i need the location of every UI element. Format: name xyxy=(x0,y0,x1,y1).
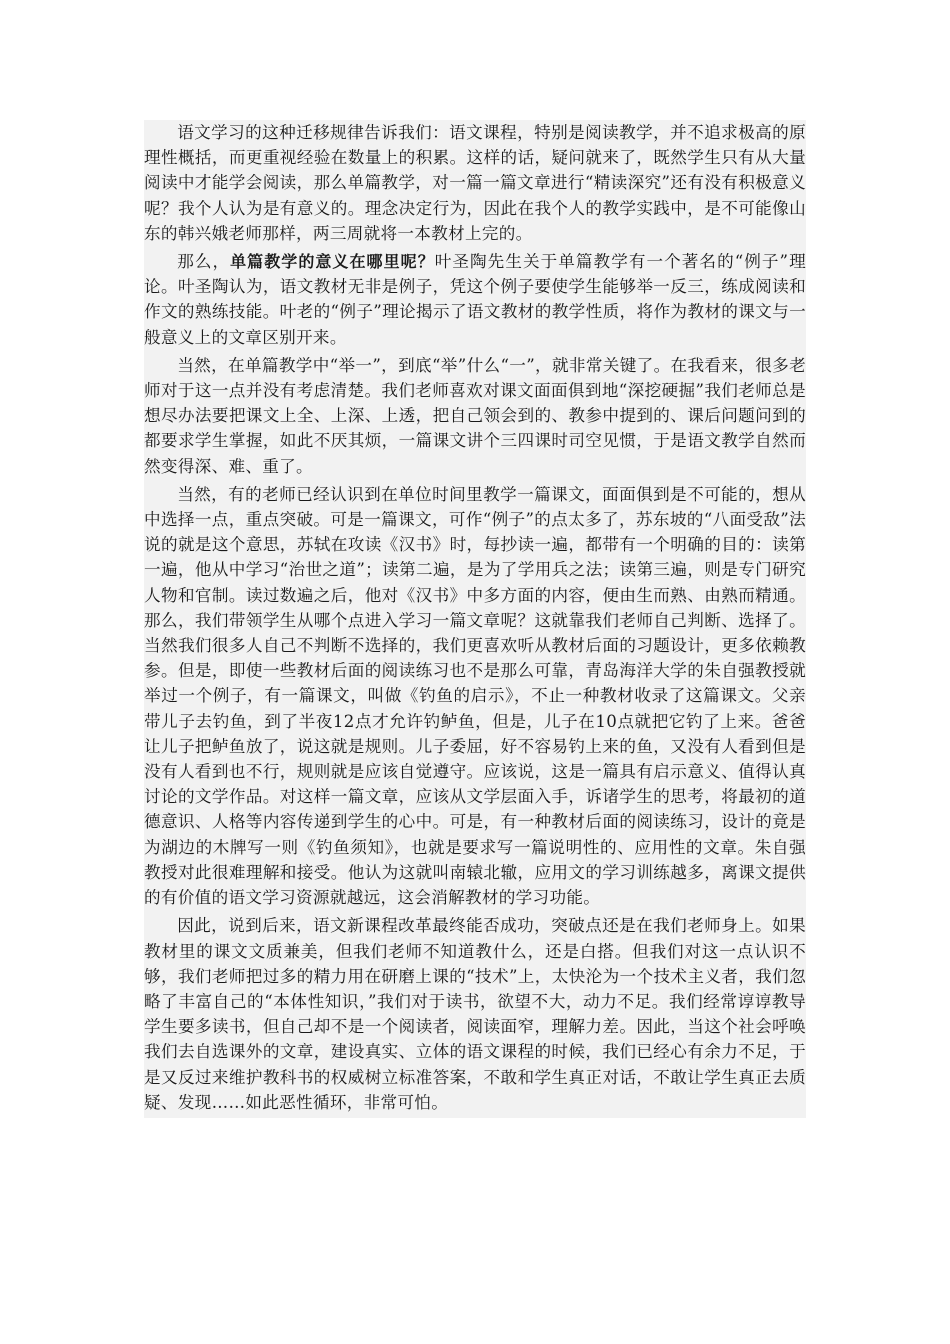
document-body xyxy=(144,120,806,1118)
paragraph-5: 因此，说到后来，语文新课程改革最终能否成功，突破点还是在我们老师身上。如果教材里的课文文质兼美，但我们老师不知道教什么，还是白搭。但我们对这一点认识不够，我们老师把过多的精力用在研磨上课的“技术”上，太快沦为一个技术主义者，我们忽略了丰富自己的“本体性知识，”我们对于读书，欲望不大，动力不足。我们经常谆谆教导学生要多读书，但自己却不是一个阅读者，阅读面窄，理解力差。因此，当这个社会呼唤我们去自选课外的文章，建设真实、立体的语文课程的时候，我们已经心有余力不足，于是又反过来维护教科书的权威树立标准答案，不敢和学生真正对话，不敢让学生真正去质疑、发现……如此恶性循环，非常可怕。 xyxy=(144,916,806,1112)
paragraph-2-lead: 那么， xyxy=(177,252,231,272)
paragraph-2 xyxy=(144,249,806,350)
paragraph-2-rest: 叶圣陶先生关于单篇教学有一个著名的“例子”理论。叶圣陶认为，语文教材无非是例子，凭这个例子要使学生能够举一反三，练成阅读和作文的熟练技能。叶老的“例子”理论揭示了语文教材的教学性质，将作为教材的课文与一般意义上的文章区别开来。 xyxy=(144,252,806,347)
paragraph-1: 语文学习的这种迁移规律告诉我们：语文课程，特别是阅读教学，并不追求极高的原理性概括，而更重视经验在数量上的积累。这样的话，疑问就来了，既然学生只有从大量阅读中才能学会阅读，那么单篇教学，对一篇一篇文章进行“精读深究”还有没有积极意义呢？我个人认为是有意义的。理念决定行为，因此在我个人的教学实践中，是不可能像山东的韩兴娥老师那样，两三周就将一本教材上完的。 xyxy=(144,123,806,243)
paragraph-3: 当然，在单篇教学中“举一”，到底“举”什么“一”，就非常关键了。在我看来，很多老师对于这一点并没有考虑清楚。我们老师喜欢对课文面面俱到地“深挖硬掘”我们老师总是想尽办法要把课文上全、上深、上透，把自己领会到的、教参中提到的、课后问题问到的都要求学生掌握，如此不厌其烦，一篇课文讲个三四课时司空见惯，于是语文教学自然而然变得深、难、重了。 xyxy=(144,355,806,476)
paragraph-4: 当然，有的老师已经认识到在单位时间里教学一篇课文，面面俱到是不可能的，想从中选择一点，重点突破。可是一篇课文，可作“例子”的点太多了，苏东坡的“八面受敌”法说的就是这个意思，苏轼在攻读《汉书》时，每抄读一遍，都带有一个明确的目的：读第一遍，他从中学习“治世之道”；读第二遍，是为了学用兵之法；读第三遍，则是专门研究人物和官制。读过数遍之后，他对《汉书》中多方面的内容，便由生而熟、由熟而精通。那么，我们带领学生从哪个点进入学习一篇文章呢？这就靠我们老师自己判断、选择了。当然我们很多人自己不判断不选择的，我们更喜欢听从教材后面的习题设计，更多依赖教参。但是，即使一些教材后面的阅读练习也不是那么可靠，青岛海洋大学的朱自强教授就举过一个例子，有一篇课文，叫做《钓鱼的启示》，不止一种教材收录了这篇课文。父亲带儿子去钓鱼，到了半夜12点才允许钓鲈鱼，但是，儿子在10点就把它钓了上来。爸爸让儿子把鲈鱼放了，说这就是规则。儿子委屈，好不容易钓上来的鱼，又没有人看到但是没有人看到也不行，规则就是应该自觉遵守。应该说，这是一篇具有启示意义、值得认真讨论的文学作品。对这样一篇文章，应该从文学层面入手，诉诸学生的思考，将最初的道德意识、人格等内容传递到学生的心中。可是，有一种教材后面的阅读练习，设计的竟是为湖边的木牌写一则《钓鱼须知》，也就是要求写一篇说明性的、应用性的文章。朱自强教授对此很难理解和接受。他认为这就叫南辕北辙，应用文的学习训练越多，离课文提供的有价值的语文学习资源就越远，这会消解教材的学习功能。 xyxy=(144,484,806,908)
paragraph-2-bold-question: 单篇教学的意义在哪里呢？ xyxy=(230,252,435,272)
